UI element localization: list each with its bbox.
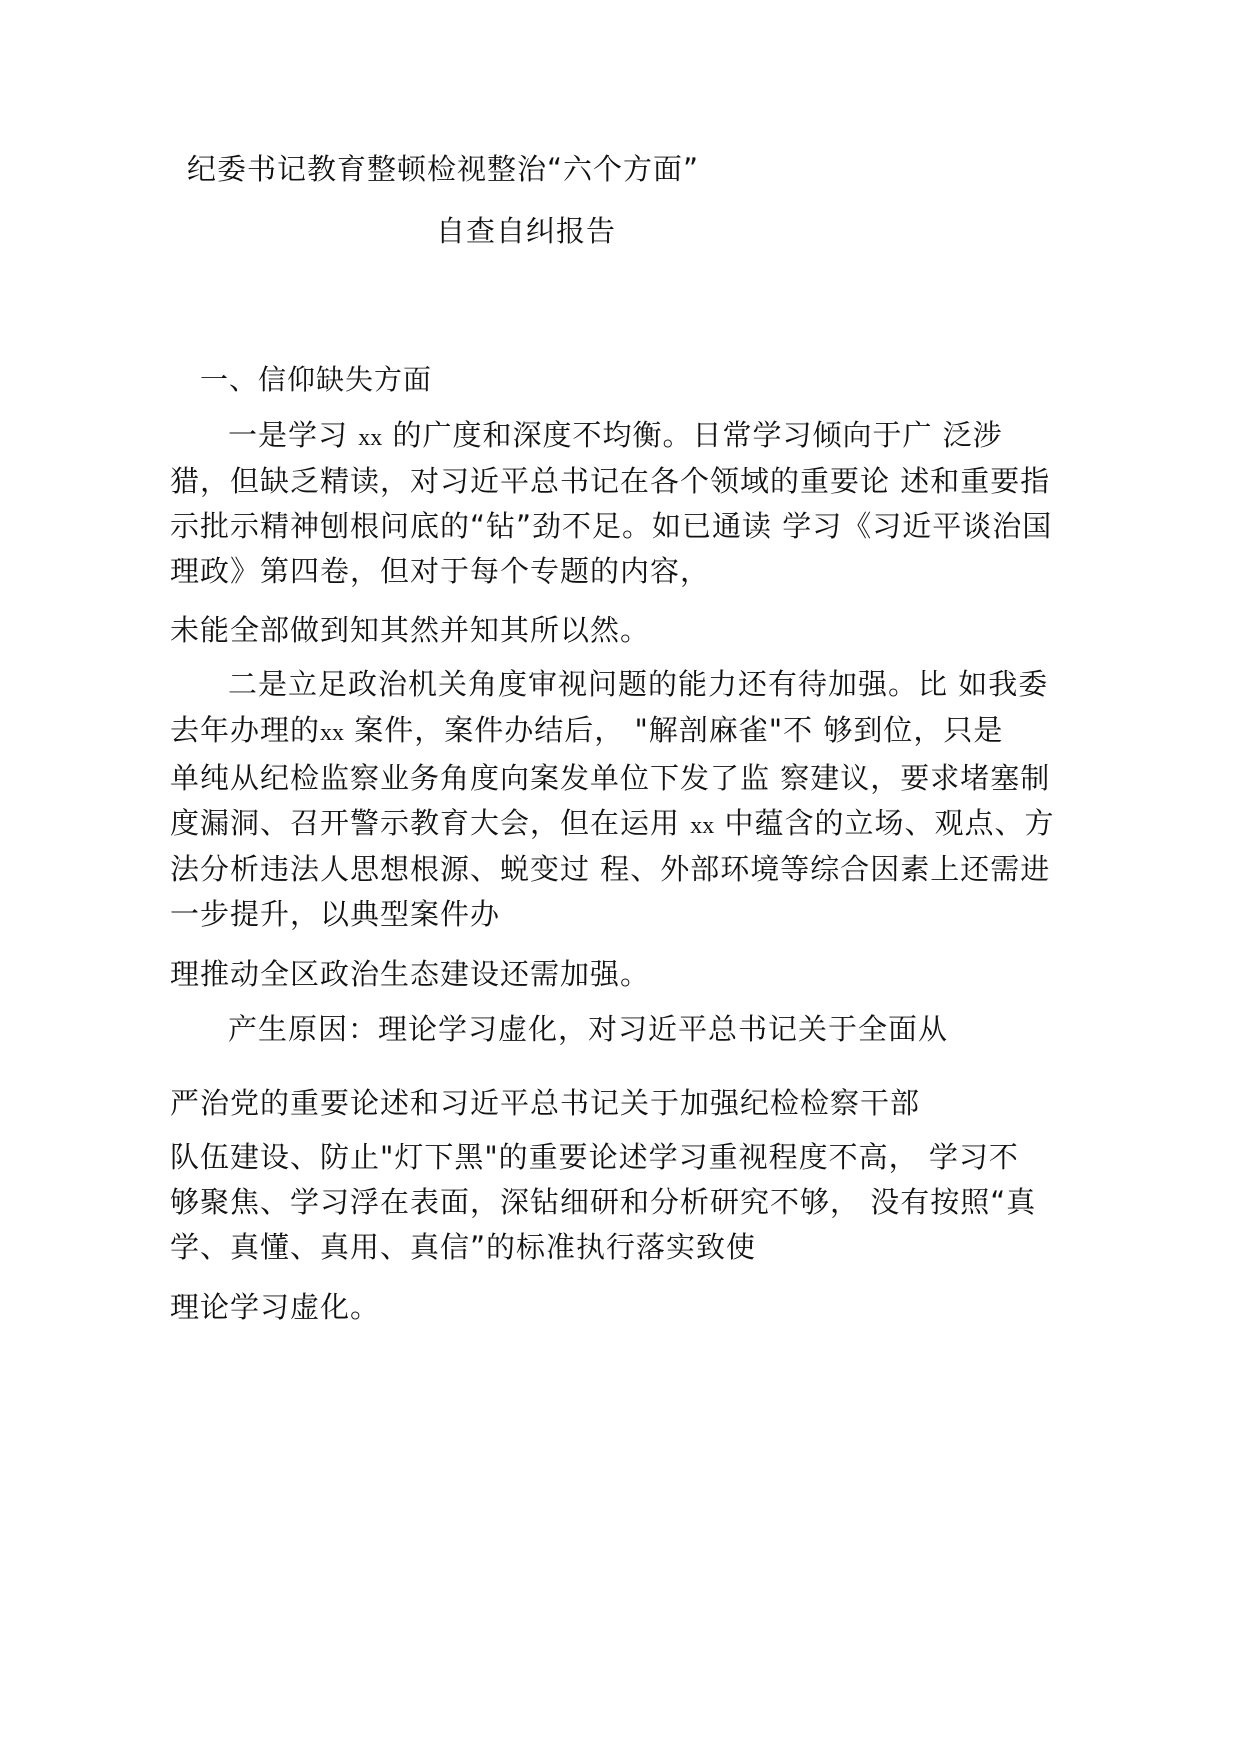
para2-line-2: 去年办理的xx 案件，案件办结后， "解剖麻雀"不 够到位，只是 xyxy=(170,713,1004,747)
para3-line-4: 够聚焦、学习浮在表面，深钻细研和分析研究不够， 没有按照“真 xyxy=(170,1185,1037,1219)
para3-line-3: 队伍建设、防止"灯下黑"的重要论述学习重视程度不高， 学习不 xyxy=(170,1140,1019,1174)
para1-line-2: 猎，但缺乏精读，对习近平总书记在各个领域的重要论 述和重要指 xyxy=(170,464,1051,498)
para3-line-5: 学、真懂、真用、真信”的标准执行落实致使 xyxy=(170,1230,757,1264)
para2-line-1: 二是立足政治机关角度审视问题的能力还有待加强。比 如我委 xyxy=(228,667,1049,701)
section-heading: 一、信仰缺失方面 xyxy=(200,363,433,396)
para2-line-7: 理推动全区政治生态建设还需加强。 xyxy=(170,957,651,991)
para1-line-3: 示批示精神刨根问底的“钻”劲不足。如已通读 学习《习近平谈治国 xyxy=(170,509,1053,543)
title-line-1: 纪委书记教育整顿检视整治“六个方面” xyxy=(187,152,700,186)
para2-line-5: 法分析违法人思想根源、蜕变过 程、外部环境等综合因素上还需进 xyxy=(170,852,1051,886)
para2-line-4: 度漏洞、召开警示教育大会，但在运用 xx 中蕴含的立场、观点、方 xyxy=(170,806,1055,840)
title-line-2: 自查自纠报告 xyxy=(436,214,617,248)
para2-line-6: 一步提升，以典型案件办 xyxy=(170,897,501,931)
para1-line-1: 一是学习 xx 的广度和深度不均衡。日常学习倾向于广 泛涉 xyxy=(228,418,1003,452)
para3-line-1: 产生原因：理论学习虚化，对习近平总书记关于全面从 xyxy=(228,1012,949,1046)
para1-line-5: 未能全部做到知其然并知其所以然。 xyxy=(170,613,651,647)
para2-line-3: 单纯从纪检监察业务角度向案发单位下发了监 察建议，要求堵塞制 xyxy=(170,761,1051,795)
para3-line-6: 理论学习虚化。 xyxy=(170,1290,381,1324)
para1-line-4: 理政》第四卷，但对于每个专题的内容， xyxy=(170,554,711,588)
para3-line-2: 严治党的重要论述和习近平总书记关于加强纪检检察干部 xyxy=(170,1086,921,1120)
